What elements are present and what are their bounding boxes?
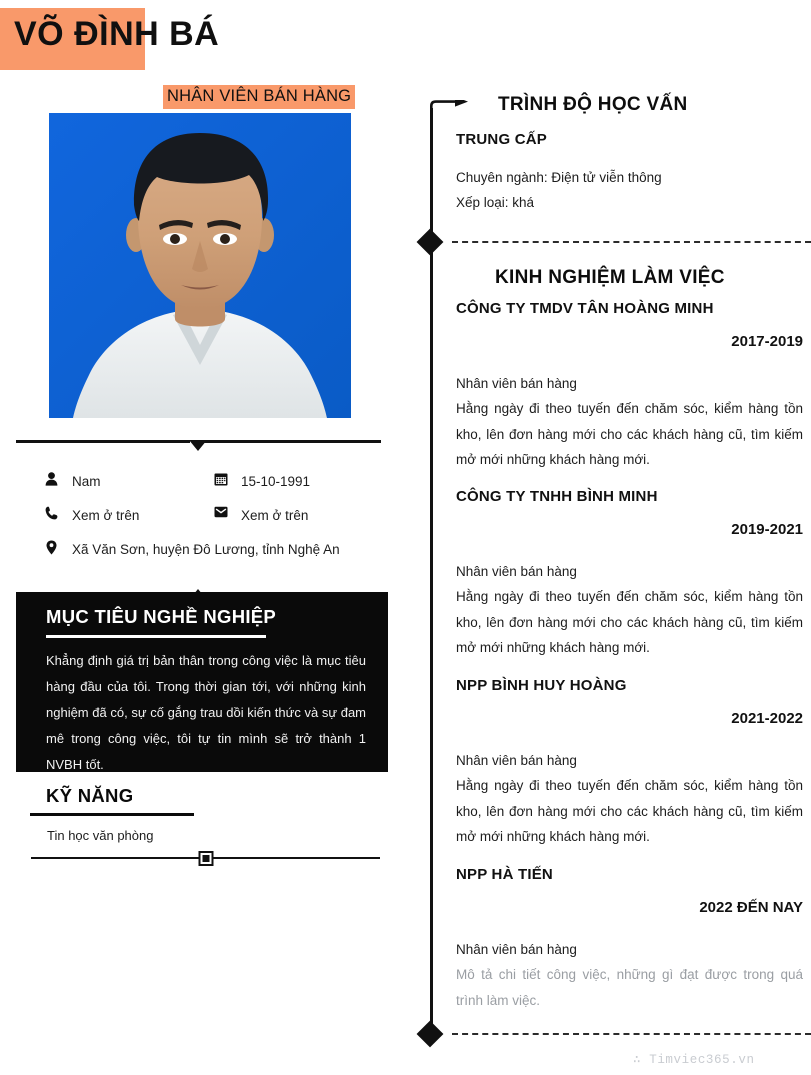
experience-position: Nhân viên bán hàng — [456, 942, 577, 957]
experience-position: Nhân viên bán hàng — [456, 564, 577, 579]
experience-company: CÔNG TY TMDV TÂN HOÀNG MINH — [456, 300, 714, 317]
skills-section — [16, 785, 388, 866]
timeline-dashed-divider — [452, 241, 811, 243]
experience-description: Hằng ngày đi theo tuyến đến chăm sóc, kiểm hàng tồn kho, lên đơn hàng mới cho các khách hàng cũ, tìm kiếm mở mới những khách hàng mới. — [456, 589, 803, 655]
experience-company: NPP BÌNH HUY HOÀNG — [456, 677, 627, 694]
experience-date: 2019-2021 — [731, 521, 803, 538]
experience-company: CÔNG TY TNHH BÌNH MINH — [456, 488, 658, 505]
job-title-badge: NHÂN VIÊN BÁN HÀNG — [163, 85, 355, 109]
experience-company: NPP HÀ TIẾN — [456, 866, 553, 883]
skill-handle[interactable] — [198, 851, 213, 866]
education-title-text: TRÌNH ĐỘ HỌC VẤN — [498, 94, 688, 115]
phone-icon — [44, 505, 59, 520]
career-objective-section — [16, 592, 388, 772]
contact-dob — [213, 471, 310, 492]
person-icon — [44, 471, 59, 486]
education-body — [456, 131, 803, 215]
experience-position: Nhân viên bán hàng — [456, 753, 577, 768]
experience-section-title — [481, 262, 739, 295]
contact-dob-value: 15-10-1991 — [241, 474, 311, 489]
page-title: VÕ ĐÌNH BÁ — [14, 15, 220, 53]
experience-item — [456, 866, 803, 1013]
experience-date: 2021-2022 — [731, 710, 803, 727]
timeline-dashed-divider — [452, 1033, 811, 1035]
experience-item — [456, 677, 803, 850]
calendar-icon — [213, 471, 228, 486]
timeline-diamond-marker — [417, 229, 444, 256]
education-section-title — [484, 89, 702, 122]
contact-section — [0, 437, 395, 613]
contact-email-value: Xem ở trên — [241, 508, 309, 523]
location-pin-icon — [44, 539, 59, 555]
experience-description: Hằng ngày đi theo tuyến đến chăm sóc, kiểm hàng tồn kho, lên đơn hàng mới cho các khách hàng cũ, tìm kiếm mở mới những khách hàng mới. — [456, 401, 803, 467]
right-column — [418, 0, 811, 1075]
education-grade: Xếp loại: khá — [456, 195, 535, 210]
contact-phone-value: Xem ở trên — [72, 508, 140, 523]
timeline-diamond-marker — [417, 1021, 444, 1048]
portrait-photo — [49, 113, 351, 418]
experience-date: 2017-2019 — [731, 333, 803, 350]
site-watermark: ∴ Timviec365.vn — [633, 1053, 755, 1067]
experience-date: 2022 ĐẾN NAY — [699, 899, 803, 916]
divider-top — [0, 437, 395, 453]
career-objective-underline — [46, 635, 266, 638]
education-degree: TRUNG CẤP — [456, 131, 547, 148]
career-objective-text: Khẳng định giá trị bản thân trong công việc là mục tiêu hàng đầu của tôi. Trong thời gian tới, với những kinh nghiệm đã có, sự cố gắng trau dồi kiến thức và sự đam mê trong công việc, tôi tự tin mình sẽ trở thành 1 NVBH tốt. — [46, 652, 366, 772]
avatar — [49, 113, 351, 418]
skill-item — [16, 828, 388, 866]
triangle-down-icon — [189, 440, 207, 451]
contact-email — [213, 505, 308, 526]
timeline-arrow-icon — [430, 100, 464, 114]
contact-phone — [44, 505, 139, 526]
experience-item — [456, 488, 803, 661]
experience-description: Hằng ngày đi theo tuyến đến chăm sóc, kiểm hàng tồn kho, lên đơn hàng mới cho các khách hàng cũ, tìm kiếm mở mới những khách hàng mới. — [456, 778, 803, 844]
contact-gender-value: Nam — [72, 474, 101, 489]
experience-description-placeholder: Mô tả chi tiết công việc, những gì đạt được trong quá trình làm việc. — [456, 967, 803, 1008]
contact-gender — [44, 471, 101, 492]
skills-title: KỸ NĂNG — [46, 785, 134, 806]
education-major: Chuyên ngành: Điện tử viễn thông — [456, 170, 662, 185]
skill-label: Tin học văn phòng — [47, 827, 154, 843]
skill-level-slider[interactable] — [31, 850, 380, 866]
contact-address — [44, 539, 374, 560]
experience-title-text: KINH NGHIỆM LÀM VIỆC — [495, 267, 725, 288]
career-objective-title: MỤC TIÊU NGHỀ NGHIỆP — [46, 606, 277, 627]
skills-underline — [30, 813, 194, 816]
envelope-icon — [213, 505, 228, 518]
experience-item — [456, 300, 803, 473]
experience-position: Nhân viên bán hàng — [456, 376, 577, 391]
contact-address-value: Xã Văn Sơn, huyện Đô Lương, tỉnh Nghệ An — [72, 542, 340, 557]
